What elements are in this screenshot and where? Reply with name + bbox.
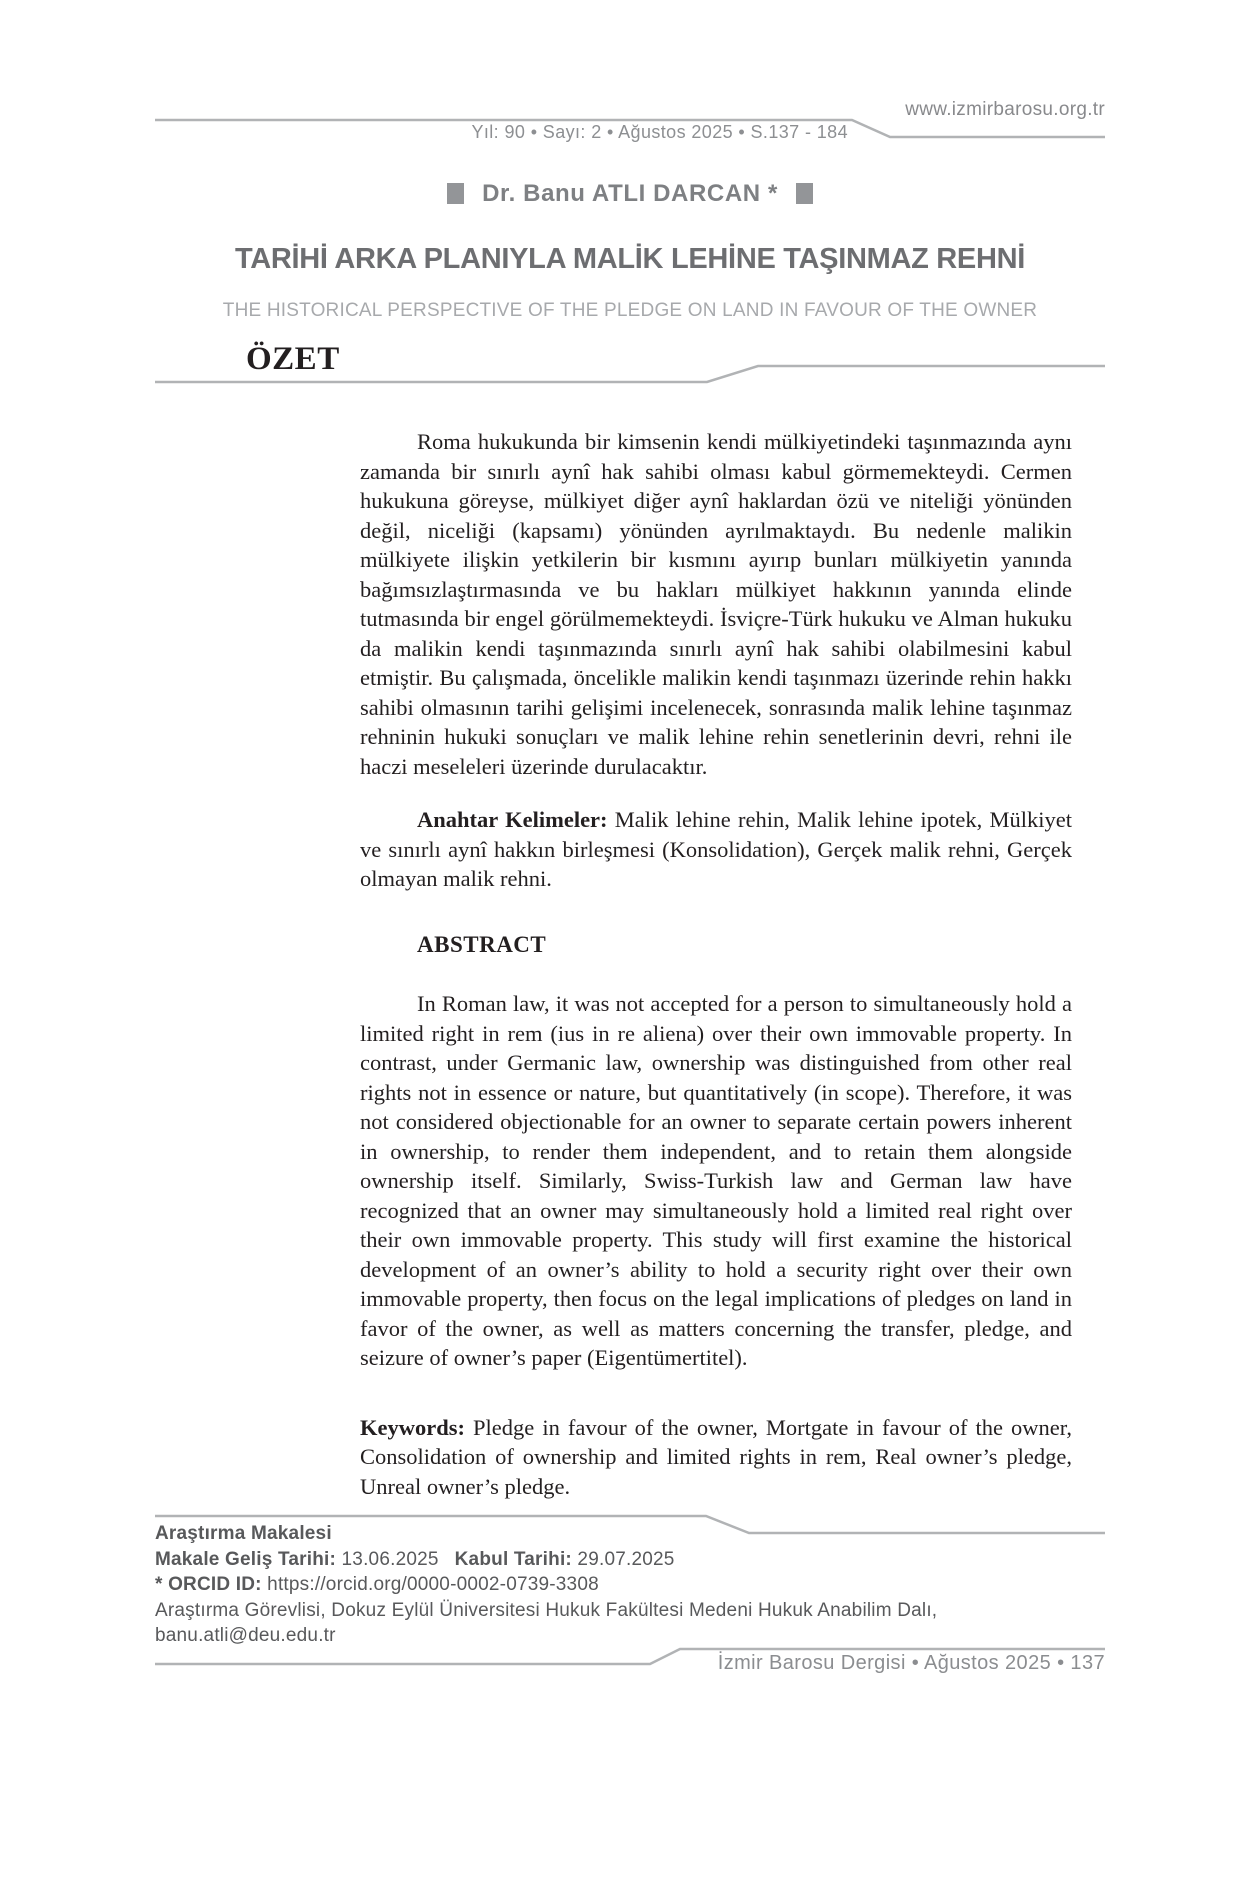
- ozet-keywords: [360, 805, 1072, 894]
- author-line: [0, 180, 1260, 208]
- abstracts-body: [360, 427, 1072, 1501]
- abstract-keywords-text: Pledge in favour of the owner, Mortgate in favour of the owner, Consolidation of ownership and limited rights in rem, Real owner’s pledge, Unreal owner’s pledge.: [360, 1414, 1072, 1499]
- author-square-icon-left: [447, 183, 464, 204]
- ozet-keywords-label: Anahtar Kelimeler:: [417, 807, 608, 832]
- dates-line: [155, 1547, 1105, 1573]
- abstract-keywords: [360, 1413, 1072, 1502]
- ozet-keywords-text: Malik lehine rehin, Malik lehine ipotek, Mülkiyet ve sınırlı aynî hakkın birleşmesi (Konsolidation), Gerçek malik rehni, Gerçek olmayan malik rehni.: [360, 807, 1072, 891]
- article-title-tr: TARİHİ ARKA PLANIYLA MALİK LEHİNE TAŞINMAZ REHNİ: [234, 243, 1026, 275]
- abstract-paragraph: In Roman law, it was not accepted for a person to simultaneously hold a limited right in rem (ius in re aliena) over their own immovable property. In contrast, under Germanic law, ownership was distinguished from other real rights not in essence or nature, but quantitatively (in scope). Therefore, it was not considered objectionable for an owner to separate certain powers inherent in ownership, to render them independent, and to retain them alongside ownership itself. Similarly, Swiss-Turkish law and German law have recognized that an owner may simultaneously hold a limited real right over their own immovable property. This study will first examine the historical development of an owner’s ability to hold a security right over their own immovable property, then focus on the legal implications of pledges on land in favor of the owner, as well as matters concerning the transfer, pledge, and seizure of owner’s paper (Eigentümertitel).: [360, 991, 1072, 1370]
- article-title-en: THE HISTORICAL PERSPECTIVE OF THE PLEDGE ON LAND IN FAVOUR OF THE OWNER: [222, 300, 1038, 321]
- orcid-url[interactable]: https://orcid.org/0000-0002-0739-3308: [261, 1574, 599, 1595]
- author-name: Dr. Banu ATLI DARCAN *: [482, 180, 778, 207]
- abstract-heading: ABSTRACT: [417, 931, 547, 957]
- article-footnote: [155, 1521, 1105, 1649]
- orcid-line: [155, 1572, 1105, 1598]
- issue-info: Yıl: 90 • Sayı: 2 • Ağustos 2025 • S.137 - 184: [471, 122, 848, 142]
- affiliation-line: Araştırma Görevlisi, Dokuz Eylül Üniversitesi Hukuk Fakültesi Medeni Hukuk Anabilim Dalı,: [155, 1599, 938, 1621]
- received-date-value: 13.06.2025: [336, 1548, 439, 1570]
- received-date-label: Makale Geliş Tarihi:: [155, 1548, 337, 1570]
- accepted-date-value: 29.07.2025: [571, 1548, 675, 1570]
- author-email[interactable]: banu.atli@deu.edu.tr: [155, 1625, 336, 1646]
- accepted-date-label: Kabul Tarihi:: [454, 1548, 572, 1570]
- abstract-keywords-label: Keywords:: [360, 1414, 465, 1440]
- journal-footer-line: İzmir Barosu Dergisi • Ağustos 2025 • 137: [717, 1652, 1105, 1674]
- ozet-heading: ÖZET: [246, 341, 340, 377]
- website-link[interactable]: www.izmirbarosu.org.tr: [905, 99, 1105, 120]
- orcid-label: * ORCID ID:: [155, 1574, 262, 1595]
- article-type-label: Araştırma Makalesi: [155, 1523, 332, 1544]
- author-square-icon-right: [796, 183, 813, 204]
- ozet-paragraph: Roma hukukunda bir kimsenin kendi mülkiyetindeki taşınmazında aynı zamanda bir sınırlı aynî hak sahibi olması kabul görmemekteydi. Cermen hukukuna göreyse, mülkiyet diğer aynî haklardan özü ve niteliği yönünden değil, niceliği (kapsamı) yönünden ayrılmaktaydı. Bu nedenle malikin mülkiyete ilişkin yetkilerin bir kısmını ayırıp bunları mülkiyetin yanında bağımsızlaştırmasında ve bu hakları mülkiyet hakkının yanında elinde tutmasında bir engel görülmemekteydi. İsviçre-Türk hukuku ve Alman hukuku da malikin kendi taşınmazında sınırlı aynî hak sahibi olabilmesini kabul etmiştir. Bu çalışmada, öncelikle malikin kendi taşınmazı üzerinde rehin hakkı sahibi olmasının tarihi gelişimi incelenecek, sonrasında malik lehine taşınmaz rehninin hukuki sonuçları ve malik lehine rehin senetlerinin devri, rehni ile haczi meseleleri üzerinde durulacaktır.: [360, 429, 1072, 779]
